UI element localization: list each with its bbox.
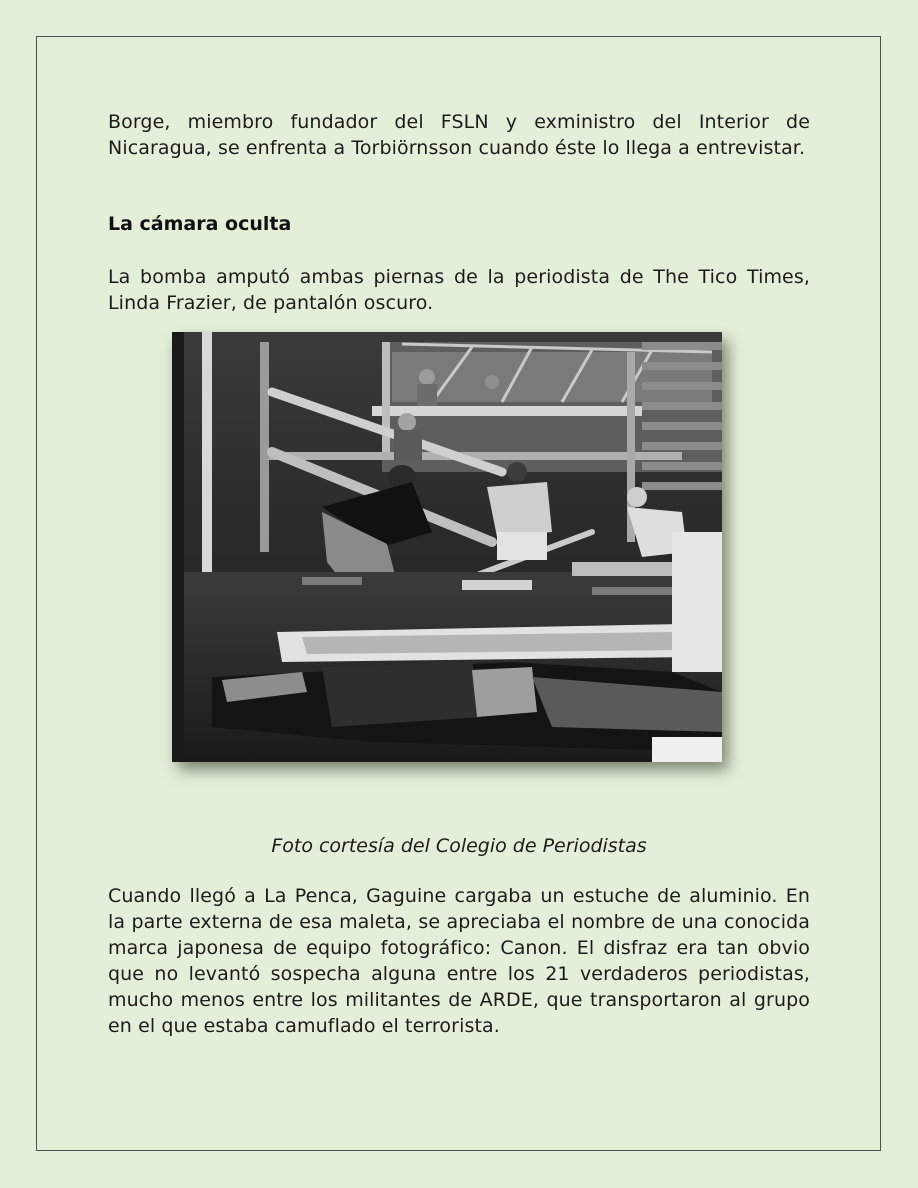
photo-caption: Foto cortesía del Colegio de Periodistas bbox=[271, 835, 647, 857]
photo-scene bbox=[172, 332, 722, 762]
paragraph-borge: Borge, miembro fundador del FSLN y exministro del Interior de Nicaragua, se enfrenta a Torbiörnsson cuando éste lo llega a entrevistar. bbox=[108, 111, 810, 159]
section-heading: La cámara oculta bbox=[108, 213, 292, 235]
news-photo bbox=[172, 332, 722, 762]
paragraph-gaguine: Cuando llegó a La Penca, Gaguine cargaba un estuche de aluminio. En la parte externa de esa maleta, se apreciaba el nombre de una conocida marca japonesa de equipo fotográfico: Canon. El disfraz era tan obvio que no levantó sospecha alguna entre los 21 verdaderos periodistas, mucho menos entre los militantes de ARDE, que transportaron al grupo en el que estaba camuflado el terrorista. bbox=[108, 885, 810, 1037]
paragraph-bomba: La bomba amputó ambas piernas de la periodista de The Tico Times, Linda Frazier, de pantalón oscuro. bbox=[108, 266, 810, 314]
